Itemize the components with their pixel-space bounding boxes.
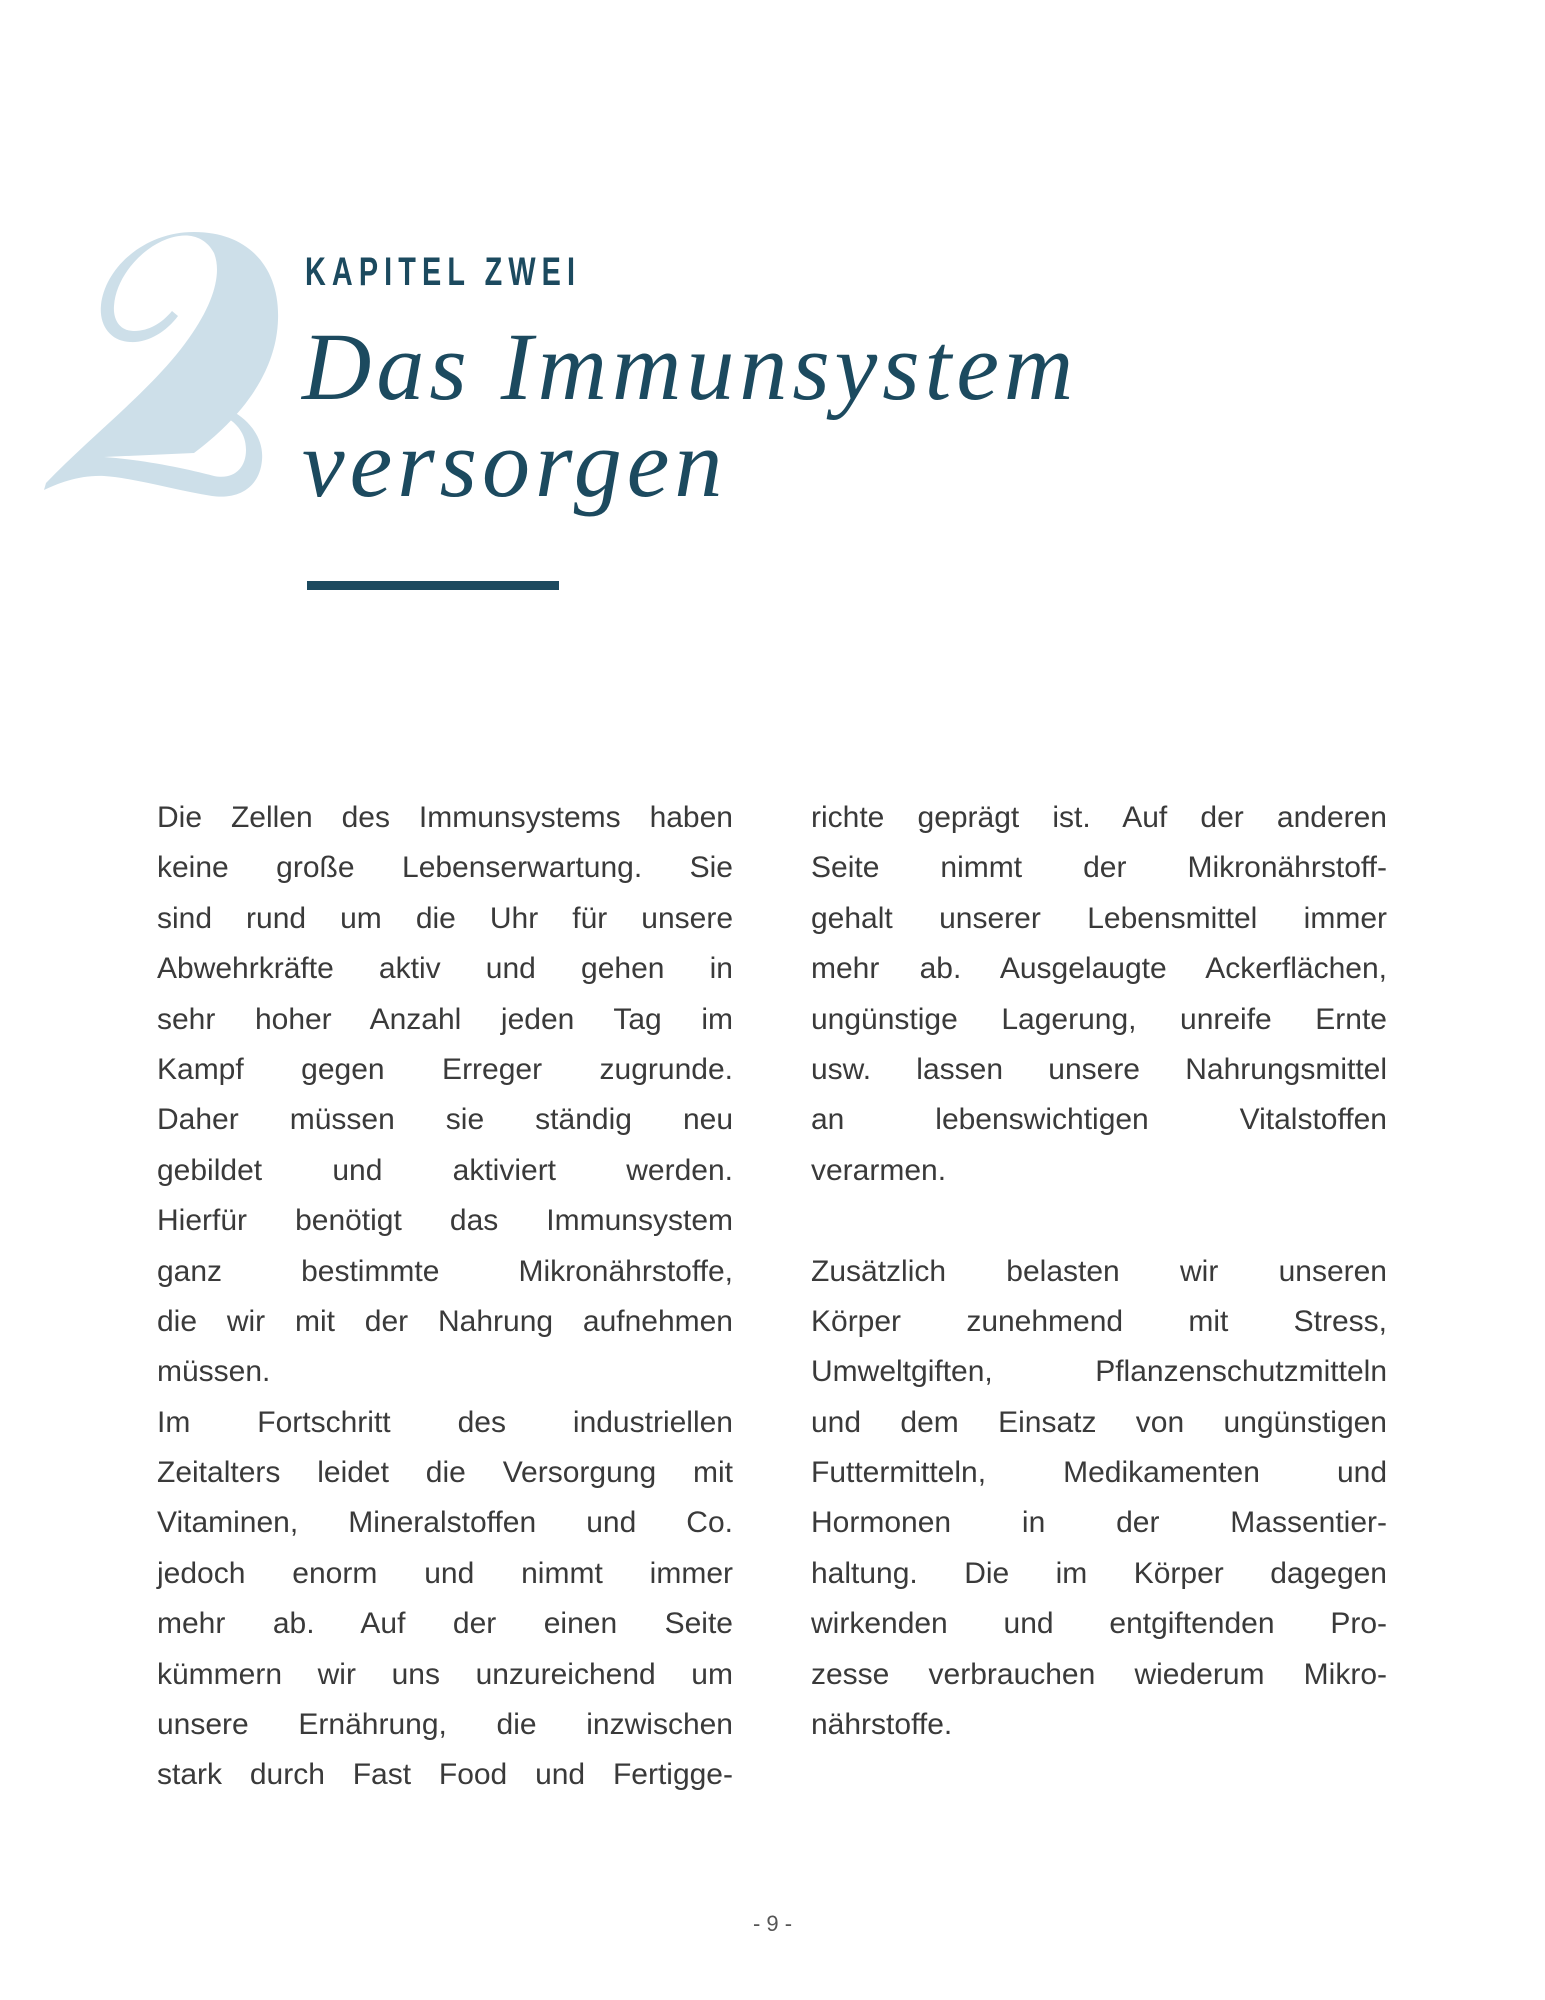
body-text-line: die wir mit der Nahrung aufnehmen [157,1304,733,1338]
body-text-line: Zusätzlich belasten wir unseren [811,1254,1387,1288]
numeral-two-glyph [44,232,278,497]
body-text-line: keine große Lebenserwartung. Sie [157,851,733,885]
body-text-line: sehr hoher Anzahl jeden Tag im [157,1002,733,1036]
chapter-kicker: KAPITEL ZWEI [305,250,582,294]
body-text-line: Abwehrkräfte aktiv und gehen in [157,952,733,986]
body-text-line: ganz bestimmte Mikronährstoffe, [157,1254,733,1288]
chapter-title [302,313,1079,517]
body-column-left [157,793,733,1801]
body-text-line: Hierfür benötigt das Immunsystem [157,1204,733,1238]
body-text-line: Die Zellen des Immunsystems haben [157,801,733,834]
body-text-line: mehr ab. Auf der einen Seite [157,1607,733,1641]
body-text-line: verarmen. [811,1153,947,1187]
body-text-line: gehalt unserer Lebensmittel immer [811,901,1387,935]
body-text-line: stark durch Fast Food und Fertigge- [157,1758,733,1792]
body-text-line: Kampf gegen Erreger zugrunde. [157,1052,733,1086]
body-text-line: sind rund um die Uhr für unsere [157,901,733,935]
chapter-title-line: versorgen [302,410,728,517]
body-column-right [811,793,1387,1750]
body-text-line: Hormonen in der Massentier- [811,1506,1387,1540]
body-text-line: Körper zunehmend mit Stress, [811,1304,1387,1338]
body-text-line: an lebenswichtigen Vitalstoffen [811,1103,1387,1137]
body-text-line: jedoch enorm und nimmt immer [157,1556,733,1590]
body-text-line: und dem Einsatz von ungünstigen [811,1405,1387,1439]
body-text-line: Umweltgiften, Pflanzenschutzmitteln [811,1355,1387,1389]
body-text-line: Zeitalters leidet die Versorgung mit [157,1456,733,1490]
body-text-line: Seite nimmt der Mikronährstoff- [811,851,1387,885]
body-text-line: Futtermitteln, Medikamenten und [811,1456,1387,1490]
title-underline-bar [307,581,559,590]
body-text-line: zesse verbrauchen wiederum Mikro- [811,1657,1387,1691]
chapter-numeral-two [44,228,284,503]
body-text-line: mehr ab. Ausgelaugte Ackerflächen, [811,952,1387,986]
body-text-line: wirkenden und entgiftenden Pro- [811,1607,1387,1641]
body-text-line: haltung. Die im Körper dagegen [811,1556,1387,1590]
body-text-line: Daher müssen sie ständig neu [157,1103,733,1137]
chapter-title-line: Das Immunsystem [302,313,1079,420]
body-text-line: unsere Ernährung, die inzwischen [157,1708,733,1742]
body-text-line: müssen. [157,1355,271,1389]
body-text-line: usw. lassen unsere Nahrungsmittel [811,1052,1387,1086]
body-text-line: Vitaminen, Mineralstoffen und Co. [157,1506,733,1540]
body-text-line: nährstoffe. [811,1708,953,1742]
body-text-line: ungünstige Lagerung, unreife Ernte [811,1002,1387,1036]
page-number: - 9 - [752,1911,793,1936]
body-text-line: richte geprägt ist. Auf der anderen [811,801,1387,834]
body-text-line: gebildet und aktiviert werden. [157,1153,733,1187]
body-text-line: Im Fortschritt des industriellen [157,1405,733,1439]
paragraph-gap [811,1196,1387,1246]
body-text-line: kümmern wir uns unzureichend um [157,1657,733,1691]
